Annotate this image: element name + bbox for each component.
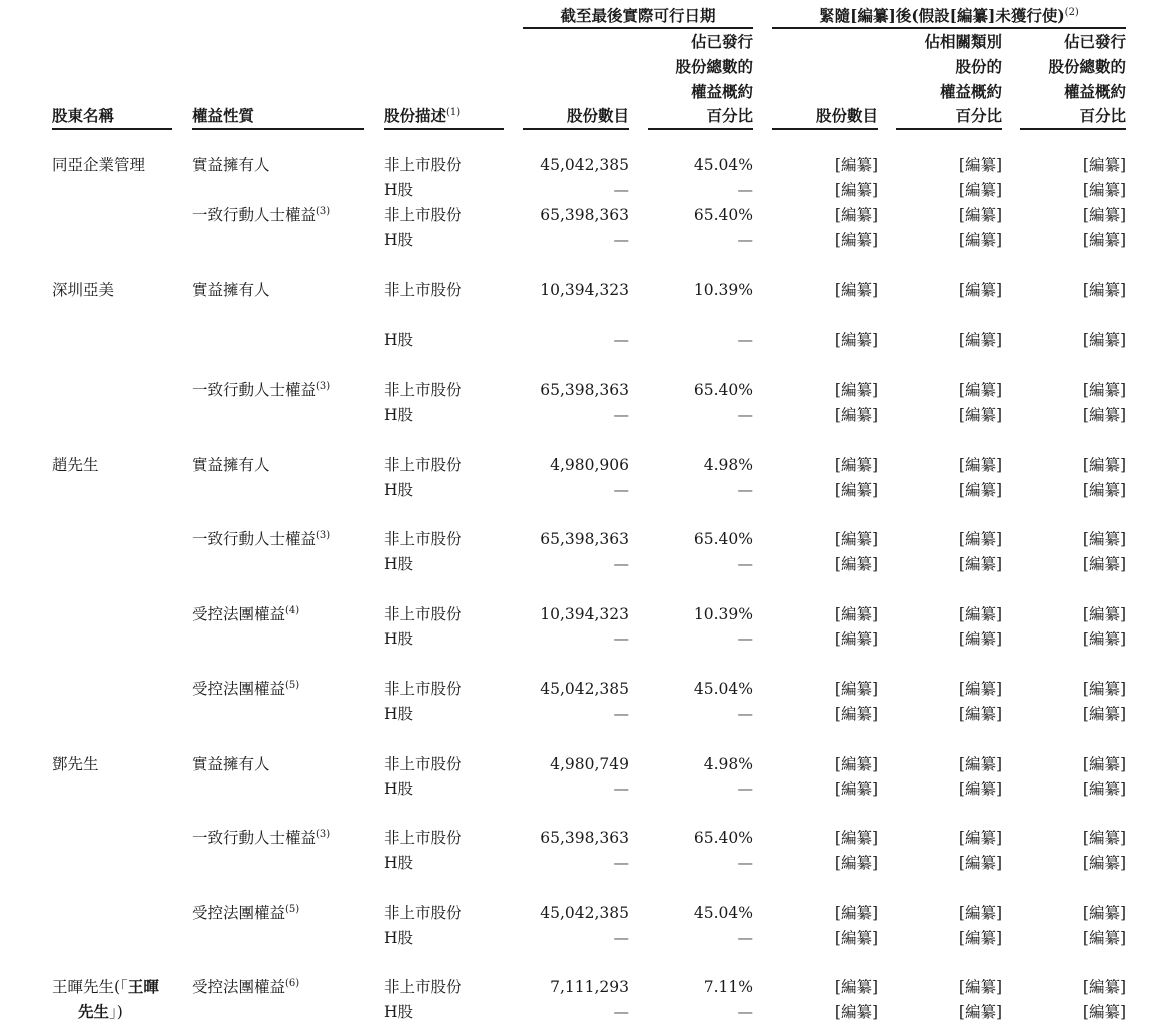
- row-pct: 45.04%: [693, 156, 753, 174]
- row-pct: —: [737, 331, 753, 349]
- nature-label: 實益擁有人: [192, 456, 270, 474]
- row-shares: 4,980,749: [550, 755, 629, 773]
- row-desc: 非上市股份: [384, 156, 462, 174]
- row-pct: 65.40%: [693, 829, 753, 847]
- row-redacted-class-pct: [編纂]: [958, 456, 1002, 474]
- row-desc: H股: [384, 231, 414, 249]
- row-redacted-total-pct: [編纂]: [1082, 1003, 1126, 1021]
- group-rule-1: [523, 27, 753, 29]
- row-redacted-total-pct: [編纂]: [1082, 705, 1126, 723]
- row-desc: H股: [384, 555, 414, 573]
- wang-bold1: 王暉: [127, 977, 159, 996]
- group-rule-2: [772, 27, 1126, 29]
- row-nature: [192, 677, 299, 701]
- wang-suffix: 」): [109, 1003, 123, 1021]
- col-header-shares2: 股份數目: [815, 106, 878, 125]
- row-shares: —: [613, 1003, 629, 1021]
- row-redacted-total-pct: [編纂]: [1082, 406, 1126, 424]
- row-redacted-class-pct: [編纂]: [958, 630, 1002, 648]
- row-desc: 非上市股份: [384, 281, 462, 299]
- row-pct: 65.40%: [693, 530, 753, 548]
- row-nature: [192, 378, 330, 402]
- group2-note: (2): [1064, 6, 1079, 18]
- row-pct: —: [737, 181, 753, 199]
- pct3-header-line3: 權益概約: [1063, 82, 1126, 101]
- row-redacted-total-pct: [編纂]: [1082, 456, 1126, 474]
- nature-note: (3): [316, 828, 331, 840]
- row-desc: H股: [384, 780, 414, 798]
- nature-note: (3): [316, 529, 331, 541]
- row-redacted-shares: [編纂]: [834, 281, 878, 299]
- row-redacted-total-pct: [編纂]: [1082, 206, 1126, 224]
- nature-note: (5): [285, 903, 300, 915]
- nature-note: (4): [285, 604, 300, 616]
- row-redacted-total-pct: [編纂]: [1082, 829, 1126, 847]
- rule-shares2: [772, 128, 878, 130]
- row-desc: 非上市股份: [384, 978, 462, 996]
- pct2-header-line4: 百分比: [955, 106, 1002, 125]
- row-redacted-shares: [編纂]: [834, 630, 878, 648]
- row-pct: 4.98%: [703, 755, 753, 773]
- row-redacted-class-pct: [編纂]: [958, 156, 1002, 174]
- row-redacted-class-pct: [編纂]: [958, 281, 1002, 299]
- row-redacted-class-pct: [編纂]: [958, 331, 1002, 349]
- row-pct: 4.98%: [703, 456, 753, 474]
- row-redacted-shares: [編纂]: [834, 530, 878, 548]
- row-redacted-class-pct: [編纂]: [958, 481, 1002, 499]
- nature-note: (3): [316, 205, 331, 217]
- row-redacted-total-pct: [編纂]: [1082, 854, 1126, 872]
- row-nature: [192, 453, 270, 477]
- row-redacted-shares: [編纂]: [834, 1003, 878, 1021]
- row-desc: 非上市股份: [384, 680, 462, 698]
- nature-label: 一致行動人士權益: [192, 829, 317, 847]
- row-shares: —: [613, 555, 629, 573]
- row-desc: 非上市股份: [384, 904, 462, 922]
- pct1-header-line2: 股份總數的: [675, 57, 753, 76]
- row-redacted-shares: [編纂]: [834, 780, 878, 798]
- row-pct: 45.04%: [693, 904, 753, 922]
- row-redacted-class-pct: [編纂]: [958, 381, 1002, 399]
- row-redacted-total-pct: [編纂]: [1082, 755, 1126, 773]
- row-desc: 非上市股份: [384, 530, 462, 548]
- row-pct: 7.11%: [703, 978, 753, 996]
- row-redacted-class-pct: [編纂]: [958, 406, 1002, 424]
- row-redacted-class-pct: [編纂]: [958, 206, 1002, 224]
- rule-nature: [192, 128, 364, 130]
- row-redacted-shares: [編纂]: [834, 456, 878, 474]
- col-desc-note: (1): [446, 106, 461, 118]
- row-redacted-class-pct: [編纂]: [958, 755, 1002, 773]
- row-redacted-shares: [編纂]: [834, 929, 878, 947]
- row-shares: 10,394,323: [540, 605, 629, 623]
- nature-label: 實益擁有人: [192, 281, 270, 299]
- group-header-post-offering: [772, 4, 1126, 28]
- row-desc: H股: [384, 929, 414, 947]
- row-shares: —: [613, 181, 629, 199]
- row-redacted-shares: [編纂]: [834, 381, 878, 399]
- row-desc: H股: [384, 630, 414, 648]
- pct1-header-line1: 佔已發行: [690, 32, 753, 51]
- row-pct: —: [737, 555, 753, 573]
- row-shares: —: [613, 630, 629, 648]
- row-redacted-total-pct: [編纂]: [1082, 381, 1126, 399]
- row-pct: —: [737, 1003, 753, 1021]
- row-pct: 10.39%: [693, 281, 753, 299]
- row-redacted-shares: [編纂]: [834, 231, 878, 249]
- row-redacted-class-pct: [編纂]: [958, 854, 1002, 872]
- row-desc: H股: [384, 1003, 414, 1021]
- row-pct: —: [737, 481, 753, 499]
- row-desc: H股: [384, 331, 414, 349]
- row-shares: —: [613, 481, 629, 499]
- row-redacted-shares: [編纂]: [834, 705, 878, 723]
- row-shares: 45,042,385: [540, 156, 629, 174]
- row-pct: 65.40%: [693, 206, 753, 224]
- row-redacted-shares: [編纂]: [834, 406, 878, 424]
- group2-text: 緊隨[編纂]後(假設[編纂]未獲行使): [819, 6, 1065, 25]
- row-name-wang: [52, 975, 159, 999]
- row-pct: —: [737, 929, 753, 947]
- wang-prefix: 王暉先生(「: [52, 978, 128, 996]
- nature-label: 一致行動人士權益: [192, 206, 317, 224]
- row-redacted-shares: [編纂]: [834, 331, 878, 349]
- row-redacted-shares: [編纂]: [834, 181, 878, 199]
- row-redacted-shares: [編纂]: [834, 680, 878, 698]
- row-shares: 45,042,385: [540, 904, 629, 922]
- col-header-desc: [384, 104, 460, 128]
- row-shares: —: [613, 929, 629, 947]
- row-redacted-shares: [編纂]: [834, 156, 878, 174]
- row-name: 同亞企業管理: [52, 156, 146, 174]
- row-redacted-total-pct: [編纂]: [1082, 530, 1126, 548]
- nature-label: 受控法團權益: [192, 680, 286, 698]
- row-shares: 65,398,363: [540, 530, 629, 548]
- nature-note: (5): [285, 679, 300, 691]
- col-header-name: 股東名稱: [52, 106, 115, 125]
- row-nature: [192, 901, 299, 925]
- row-desc: H股: [384, 181, 414, 199]
- row-shares: 65,398,363: [540, 206, 629, 224]
- row-redacted-class-pct: [編纂]: [958, 705, 1002, 723]
- nature-label: 受控法團權益: [192, 904, 286, 922]
- pct2-header-line1: 佔相關類別: [924, 32, 1002, 51]
- row-pct: 45.04%: [693, 680, 753, 698]
- pct3-header-line4: 百分比: [1079, 106, 1126, 125]
- nature-label: 一致行動人士權益: [192, 530, 317, 548]
- row-desc: H股: [384, 854, 414, 872]
- row-name: 深圳亞美: [52, 281, 115, 299]
- row-redacted-total-pct: [編纂]: [1082, 281, 1126, 299]
- row-shares: —: [613, 705, 629, 723]
- row-pct: 65.40%: [693, 381, 753, 399]
- row-redacted-total-pct: [編纂]: [1082, 929, 1126, 947]
- row-redacted-class-pct: [編纂]: [958, 231, 1002, 249]
- rule-pct3: [1020, 128, 1126, 130]
- row-shares: 65,398,363: [540, 829, 629, 847]
- row-nature: [192, 203, 330, 227]
- col-header-nature: 權益性質: [192, 106, 255, 125]
- nature-label: 受控法團權益: [192, 605, 286, 623]
- group-header-latest-date: 截至最後實際可行日期: [560, 6, 716, 25]
- col-desc-label: 股份描述: [384, 106, 447, 125]
- row-name: 趙先生: [52, 456, 99, 474]
- row-name: 鄧先生: [52, 755, 99, 773]
- row-desc: 非上市股份: [384, 605, 462, 623]
- row-redacted-shares: [編纂]: [834, 904, 878, 922]
- row-redacted-shares: [編纂]: [834, 555, 878, 573]
- row-redacted-shares: [編纂]: [834, 755, 878, 773]
- nature-label: 實益擁有人: [192, 156, 270, 174]
- row-redacted-class-pct: [編纂]: [958, 978, 1002, 996]
- pct1-header-line4: 百分比: [706, 106, 753, 125]
- row-redacted-total-pct: [編纂]: [1082, 181, 1126, 199]
- pct3-header-line1: 佔已發行: [1063, 32, 1126, 51]
- row-shares: —: [613, 331, 629, 349]
- row-desc: 非上市股份: [384, 206, 462, 224]
- row-redacted-shares: [編纂]: [834, 829, 878, 847]
- pct1-header-line3: 權益概約: [690, 82, 753, 101]
- row-redacted-class-pct: [編纂]: [958, 929, 1002, 947]
- row-nature: [192, 826, 330, 850]
- row-redacted-class-pct: [編纂]: [958, 904, 1002, 922]
- row-redacted-total-pct: [編纂]: [1082, 680, 1126, 698]
- row-shares: 45,042,385: [540, 680, 629, 698]
- nature-label: 受控法團權益: [192, 978, 286, 996]
- row-shares: 4,980,906: [550, 456, 629, 474]
- row-shares: 10,394,323: [540, 281, 629, 299]
- row-pct: —: [737, 630, 753, 648]
- row-shares: —: [613, 406, 629, 424]
- nature-label: 實益擁有人: [192, 755, 270, 773]
- row-redacted-class-pct: [編纂]: [958, 680, 1002, 698]
- row-redacted-total-pct: [編纂]: [1082, 630, 1126, 648]
- rule-pct2: [896, 128, 1002, 130]
- rule-desc: [384, 128, 504, 130]
- row-pct: —: [737, 780, 753, 798]
- row-desc: 非上市股份: [384, 381, 462, 399]
- row-nature: [192, 527, 330, 551]
- pct2-header-line3: 權益概約: [939, 82, 1002, 101]
- row-redacted-class-pct: [編纂]: [958, 1003, 1002, 1021]
- nature-note: (3): [316, 380, 331, 392]
- row-redacted-shares: [編纂]: [834, 978, 878, 996]
- rule-pct1: [648, 128, 753, 130]
- row-redacted-class-pct: [編纂]: [958, 605, 1002, 623]
- row-nature: [192, 975, 299, 999]
- row-redacted-shares: [編纂]: [834, 605, 878, 623]
- row-redacted-class-pct: [編纂]: [958, 780, 1002, 798]
- row-desc: H股: [384, 481, 414, 499]
- row-redacted-shares: [編纂]: [834, 854, 878, 872]
- row-pct: —: [737, 705, 753, 723]
- row-redacted-class-pct: [編纂]: [958, 555, 1002, 573]
- row-redacted-shares: [編纂]: [834, 481, 878, 499]
- row-redacted-total-pct: [編纂]: [1082, 231, 1126, 249]
- row-pct: —: [737, 231, 753, 249]
- rule-name: [52, 128, 172, 130]
- row-redacted-total-pct: [編纂]: [1082, 481, 1126, 499]
- row-nature: [192, 153, 270, 177]
- wang-bold2: 先生: [78, 1002, 110, 1021]
- row-pct: 10.39%: [693, 605, 753, 623]
- row-shares: —: [613, 854, 629, 872]
- row-desc: H股: [384, 406, 414, 424]
- row-redacted-class-pct: [編纂]: [958, 829, 1002, 847]
- row-name-wang-line2: [78, 1000, 123, 1024]
- row-shares: —: [613, 780, 629, 798]
- row-nature: [192, 602, 299, 626]
- row-desc: 非上市股份: [384, 456, 462, 474]
- row-shares: 65,398,363: [540, 381, 629, 399]
- row-nature: [192, 752, 270, 776]
- pct3-header-line2: 股份總數的: [1048, 57, 1126, 76]
- nature-label: 一致行動人士權益: [192, 381, 317, 399]
- row-redacted-total-pct: [編纂]: [1082, 555, 1126, 573]
- row-shares: —: [613, 231, 629, 249]
- row-nature: [192, 278, 270, 302]
- col-header-shares1: 股份數目: [566, 106, 629, 125]
- row-redacted-class-pct: [編纂]: [958, 530, 1002, 548]
- nature-note: (6): [285, 977, 300, 989]
- row-desc: 非上市股份: [384, 755, 462, 773]
- row-redacted-total-pct: [編纂]: [1082, 331, 1126, 349]
- row-shares: 7,111,293: [550, 978, 629, 996]
- row-redacted-class-pct: [編纂]: [958, 181, 1002, 199]
- row-redacted-total-pct: [編纂]: [1082, 156, 1126, 174]
- row-redacted-total-pct: [編纂]: [1082, 978, 1126, 996]
- row-redacted-shares: [編纂]: [834, 206, 878, 224]
- rule-shares1: [523, 128, 629, 130]
- row-pct: —: [737, 854, 753, 872]
- pct2-header-line2: 股份的: [955, 57, 1002, 76]
- row-pct: —: [737, 406, 753, 424]
- row-redacted-total-pct: [編纂]: [1082, 904, 1126, 922]
- row-desc: H股: [384, 705, 414, 723]
- row-redacted-total-pct: [編纂]: [1082, 605, 1126, 623]
- row-redacted-total-pct: [編纂]: [1082, 780, 1126, 798]
- row-desc: 非上市股份: [384, 829, 462, 847]
